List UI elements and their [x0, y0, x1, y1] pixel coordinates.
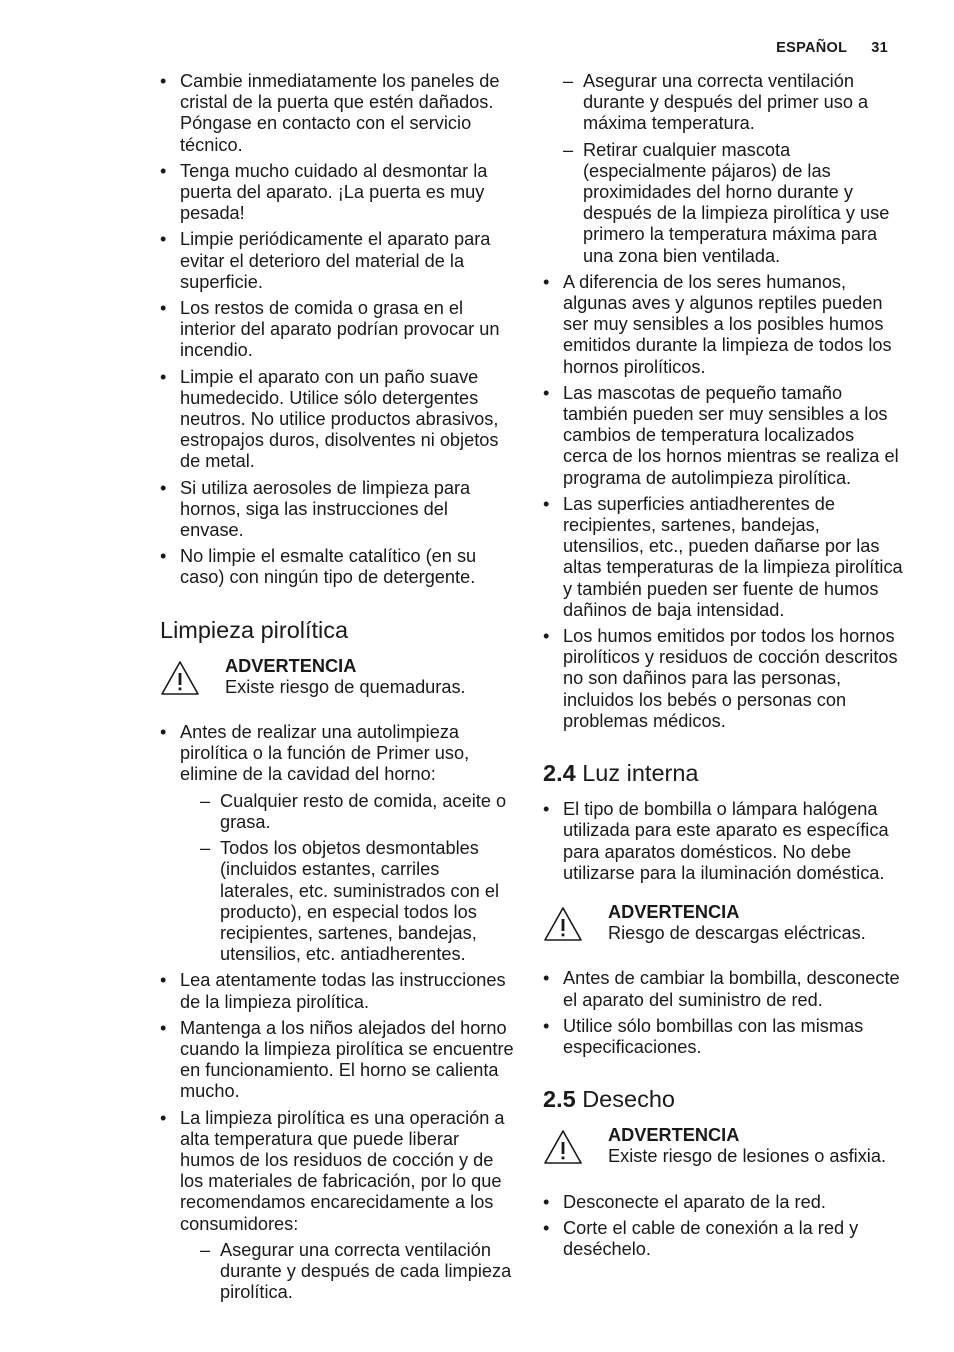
- list-item-text: Antes de realizar una autolimpieza pirolítica o la función de Primer uso, elimine de la cavidad del horno:: [180, 722, 470, 785]
- list-item: • Las mascotas de pequeño tamaño también pueden ser muy sensibles a los cambios de temperatura localizados cerca de los hornos mientras se realiza el programa de autolimpieza pirolítica.: [543, 383, 903, 489]
- sub-list-item: – Cualquier resto de comida, aceite o grasa.: [180, 791, 516, 833]
- warning-box-burns: [160, 656, 516, 698]
- pyrolytic-list: [160, 722, 516, 1303]
- warning-box-electric: [543, 902, 903, 944]
- page-header: [776, 38, 888, 59]
- warning-text: Existe riesgo de lesiones o asfixia.: [608, 1146, 887, 1167]
- list-item: • Los humos emitidos por todos los hornos pirolíticos y residuos de cocción descritos no son dañinos para las personas, incluidos los bebés o personas con problemas médicos.: [543, 626, 903, 732]
- section-heading-disposal: [543, 1085, 903, 1113]
- list-item: • Limpie periódicamente el aparato para evitar el deterioro del material de la superficie.: [160, 229, 516, 293]
- warning-text: Riesgo de descargas eléctricas.: [608, 923, 866, 944]
- warning-text: Existe riesgo de quemaduras.: [225, 676, 466, 697]
- list-item: • Los restos de comida o grasa en el interior del aparato podrían provocar un incendio.: [160, 298, 516, 362]
- list-item-text: La limpieza pirolítica es una operación a alta temperatura que puede liberar humos de los residuos de cocción y de los materiales de fabricación, por lo que recomendamos encarecidamente a los consumidores:: [180, 1107, 505, 1234]
- sub-list-item: – Todos los objetos desmontables (incluidos estantes, carriles laterales, etc. suministrados con el producto), en especial todos los recipientes, sartenes, bandejas, utensilios, etc. antiadherentes.: [180, 838, 516, 965]
- list-item: • Mantenga a los niños alejados del horno cuando la limpieza pirolítica se encuentre en funcionamiento. El horno se calienta mucho.: [160, 1018, 516, 1103]
- list-item: • No limpie el esmalte catalítico (en su caso) con ningún tipo de detergente.: [160, 546, 516, 588]
- section-title: Desecho: [582, 1086, 675, 1113]
- list-item: • Las superficies antiadherentes de recipientes, sartenes, bandejas, utensilios, etc., pueden dañarse por las altas temperaturas de la limpieza pirolítica y también pueden ser fuente de humos dañinos de baja intensidad.: [543, 494, 903, 621]
- list-item: • Utilice sólo bombillas con las mismas especificaciones.: [543, 1016, 903, 1058]
- warning-triangle-icon: [160, 660, 200, 696]
- list-item: • Si utiliza aerosoles de limpieza para hornos, siga las instrucciones del envase.: [160, 478, 516, 542]
- section-title: Luz interna: [582, 760, 699, 787]
- pyrolytic-safety-list: [543, 272, 903, 732]
- light-list: [543, 799, 903, 884]
- sub-list: [180, 1240, 516, 1304]
- header-section-label: ESPAÑOL: [776, 40, 848, 56]
- list-item: • Lea atentamente todas las instrucciones de la limpieza pirolítica.: [160, 970, 516, 1012]
- sub-list: [180, 791, 516, 966]
- page-number: 31: [871, 40, 888, 56]
- list-item: • Corte el cable de conexión a la red y deséchelo.: [543, 1218, 903, 1260]
- section-heading-pyrolytic: Limpieza pirolítica: [160, 616, 349, 643]
- right-column: [543, 71, 903, 1265]
- light-list-after: [543, 968, 903, 1058]
- continued-sub-list: [543, 71, 903, 267]
- list-item: • Cambie inmediatamente los paneles de cristal de la puerta que estén dañados. Póngase en contacto con el servicio técnico.: [160, 71, 516, 156]
- warning-title: ADVERTENCIA: [608, 901, 740, 922]
- section-heading-internal-light: [543, 759, 903, 787]
- list-item: • Antes de cambiar la bombilla, desconecte el aparato del suministro de red.: [543, 968, 903, 1010]
- warning-triangle-icon: [543, 906, 583, 942]
- list-item: • Desconecte el aparato de la red.: [543, 1192, 903, 1213]
- warning-title: ADVERTENCIA: [608, 1125, 740, 1146]
- list-item: [160, 1108, 516, 1304]
- cleaning-list: [160, 71, 516, 589]
- warning-box-injury: [543, 1125, 903, 1167]
- left-column: [160, 71, 516, 1308]
- section-number: 2.5: [543, 1086, 576, 1113]
- disposal-list: [543, 1192, 903, 1261]
- sub-list-item: – Asegurar una correcta ventilación durante y después del primer uso a máxima temperatura.: [543, 71, 903, 135]
- list-item: • El tipo de bombilla o lámpara halógena utilizada para este aparato es específica para aparatos domésticos. No debe utilizarse para la iluminación doméstica.: [543, 799, 903, 884]
- sub-list-item: – Retirar cualquier mascota (especialmente pájaros) de las proximidades del horno durante y después de la limpieza pirolítica y use primero la temperatura máxima para una zona bien ventilada.: [543, 140, 903, 267]
- list-item: [160, 722, 516, 965]
- sub-list-item: – Asegurar una correcta ventilación durante y después de cada limpieza pirolítica.: [180, 1240, 516, 1304]
- list-item: • Limpie el aparato con un paño suave humedecido. Utilice sólo detergentes neutros. No utilice productos abrasivos, estropajos duros, disolventes ni objetos de metal.: [160, 367, 516, 473]
- warning-title: ADVERTENCIA: [225, 655, 357, 676]
- warning-triangle-icon: [543, 1129, 583, 1165]
- list-item: • Tenga mucho cuidado al desmontar la puerta del aparato. ¡La puerta es muy pesada!: [160, 161, 516, 225]
- section-number: 2.4: [543, 760, 576, 787]
- list-item: • A diferencia de los seres humanos, algunas aves y algunos reptiles pueden ser muy sensibles a los posibles humos emitidos durante la limpieza de todos los hornos pirolíticos.: [543, 272, 903, 378]
